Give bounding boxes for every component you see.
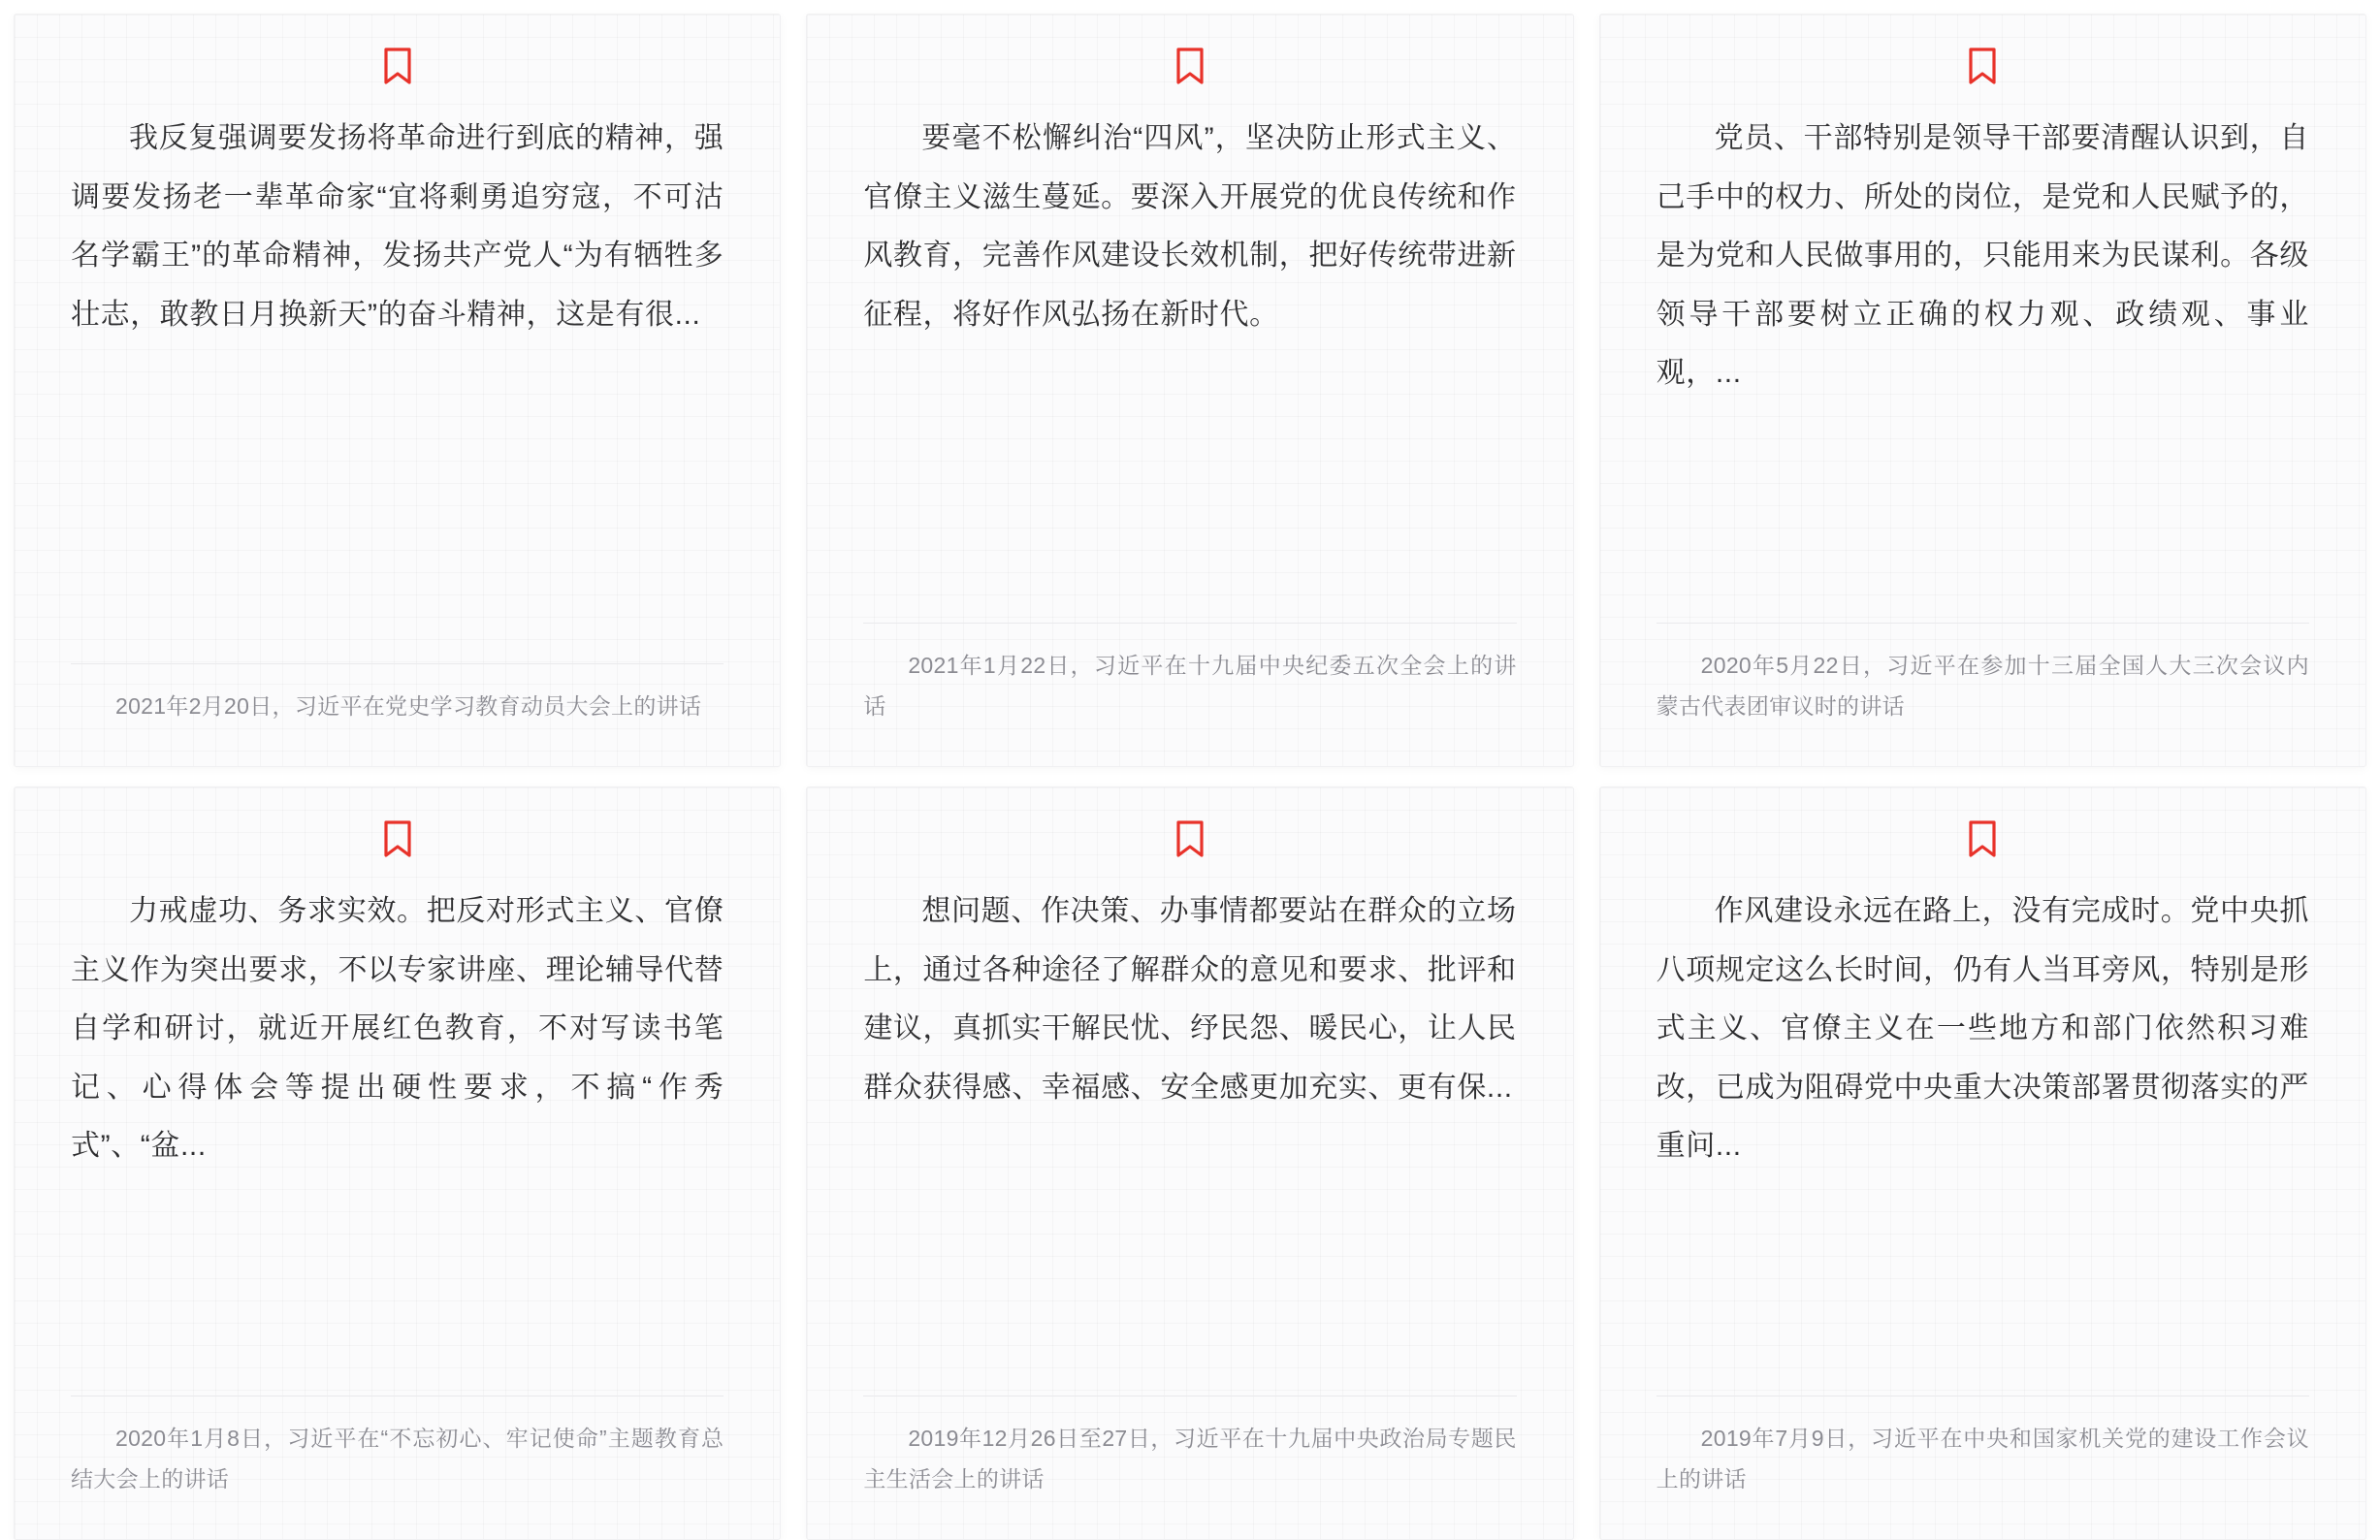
bookmark-icon (1968, 820, 1997, 857)
quote-card[interactable] (1599, 786, 2366, 1540)
bookmark-icon (383, 820, 412, 857)
bookmark-icon-wrap (1656, 48, 2309, 102)
quote-card[interactable] (806, 14, 1573, 767)
quote-text: 我反复强调要发扬将革命进行到底的精神，强调要发扬老一辈革命家“宜将剩勇追穷寇，不可沽名学霸王”的革命精神，发扬共产党人“为有牺牲多壮志，敢教日月换新天”的奋斗精神，这是有很... (71, 122, 724, 331)
quote-card[interactable] (14, 14, 781, 767)
bookmark-icon (1175, 820, 1205, 857)
bookmark-icon (1968, 48, 1997, 84)
bookmark-icon-wrap (863, 48, 1516, 102)
bookmark-icon-wrap (71, 820, 724, 875)
quote-text: 作风建设永远在路上，没有完成时。党中央抓八项规定这么长时间，仍有人当耳旁风，特别是形式主义、官僚主义在一些地方和部门依然积习难改，已成为阻碍党中央重大决策部署贯彻落实的严重问... (1656, 895, 2309, 1163)
card-divider (863, 623, 1516, 624)
quote-source: 2021年1月22日，习近平在十九届中央纪委五次全会上的讲话 (863, 652, 1517, 720)
bookmark-icon (383, 48, 412, 84)
quote-text: 党员、干部特别是领导干部要清醒认识到，自己手中的权力、所处的岗位，是党和人民赋予的，是为党和人民做事用的，只能用来为民谋利。各级领导干部要树立正确的权力观、政绩观、事业观，... (1656, 122, 2309, 390)
card-divider (1656, 623, 2309, 624)
quote-source: 2020年1月8日，习近平在“不忘初心、牢记使命”主题教育总结大会上的讲话 (71, 1425, 724, 1492)
bookmark-icon-wrap (863, 820, 1516, 875)
quote-card[interactable] (14, 786, 781, 1540)
quote-source: 2021年2月20日，习近平在党史学习教育动员大会上的讲话 (115, 693, 702, 720)
card-divider (71, 663, 724, 664)
quote-text: 力戒虚功、务求实效。把反对形式主义、官僚主义作为突出要求，不以专家讲座、理论辅导代替自学和研讨，就近开展红色教育，不对写读书笔记、心得体会等提出硬性要求，不搞“作秀式”、“盆... (71, 895, 724, 1163)
quote-card[interactable] (806, 786, 1573, 1540)
bookmark-icon-wrap (1656, 820, 2309, 875)
quote-source: 2020年5月22日，习近平在参加十三届全国人大三次会议内蒙古代表团审议时的讲话 (1656, 652, 2309, 720)
bookmark-icon-wrap (71, 48, 724, 102)
quote-source: 2019年7月9日，习近平在中央和国家机关党的建设工作会议上的讲话 (1656, 1425, 2309, 1492)
quote-text: 要毫不松懈纠治“四风”，坚决防止形式主义、官僚主义滋生蔓延。要深入开展党的优良传统和作风教育，完善作风建设长效机制，把好传统带进新征程，将好作风弘扬在新时代。 (863, 122, 1517, 331)
quote-card[interactable] (1599, 14, 2366, 767)
bookmark-icon (1175, 48, 1205, 84)
quote-source: 2019年12月26日至27日，习近平在十九届中央政治局专题民主生活会上的讲话 (863, 1425, 1517, 1492)
quote-text: 想问题、作决策、办事情都要站在群众的立场上，通过各种途径了解群众的意见和要求、批评和建议，真抓实干解民忧、纾民怨、暖民心，让人民群众获得感、幸福感、安全感更加充实、更有保... (863, 895, 1517, 1104)
